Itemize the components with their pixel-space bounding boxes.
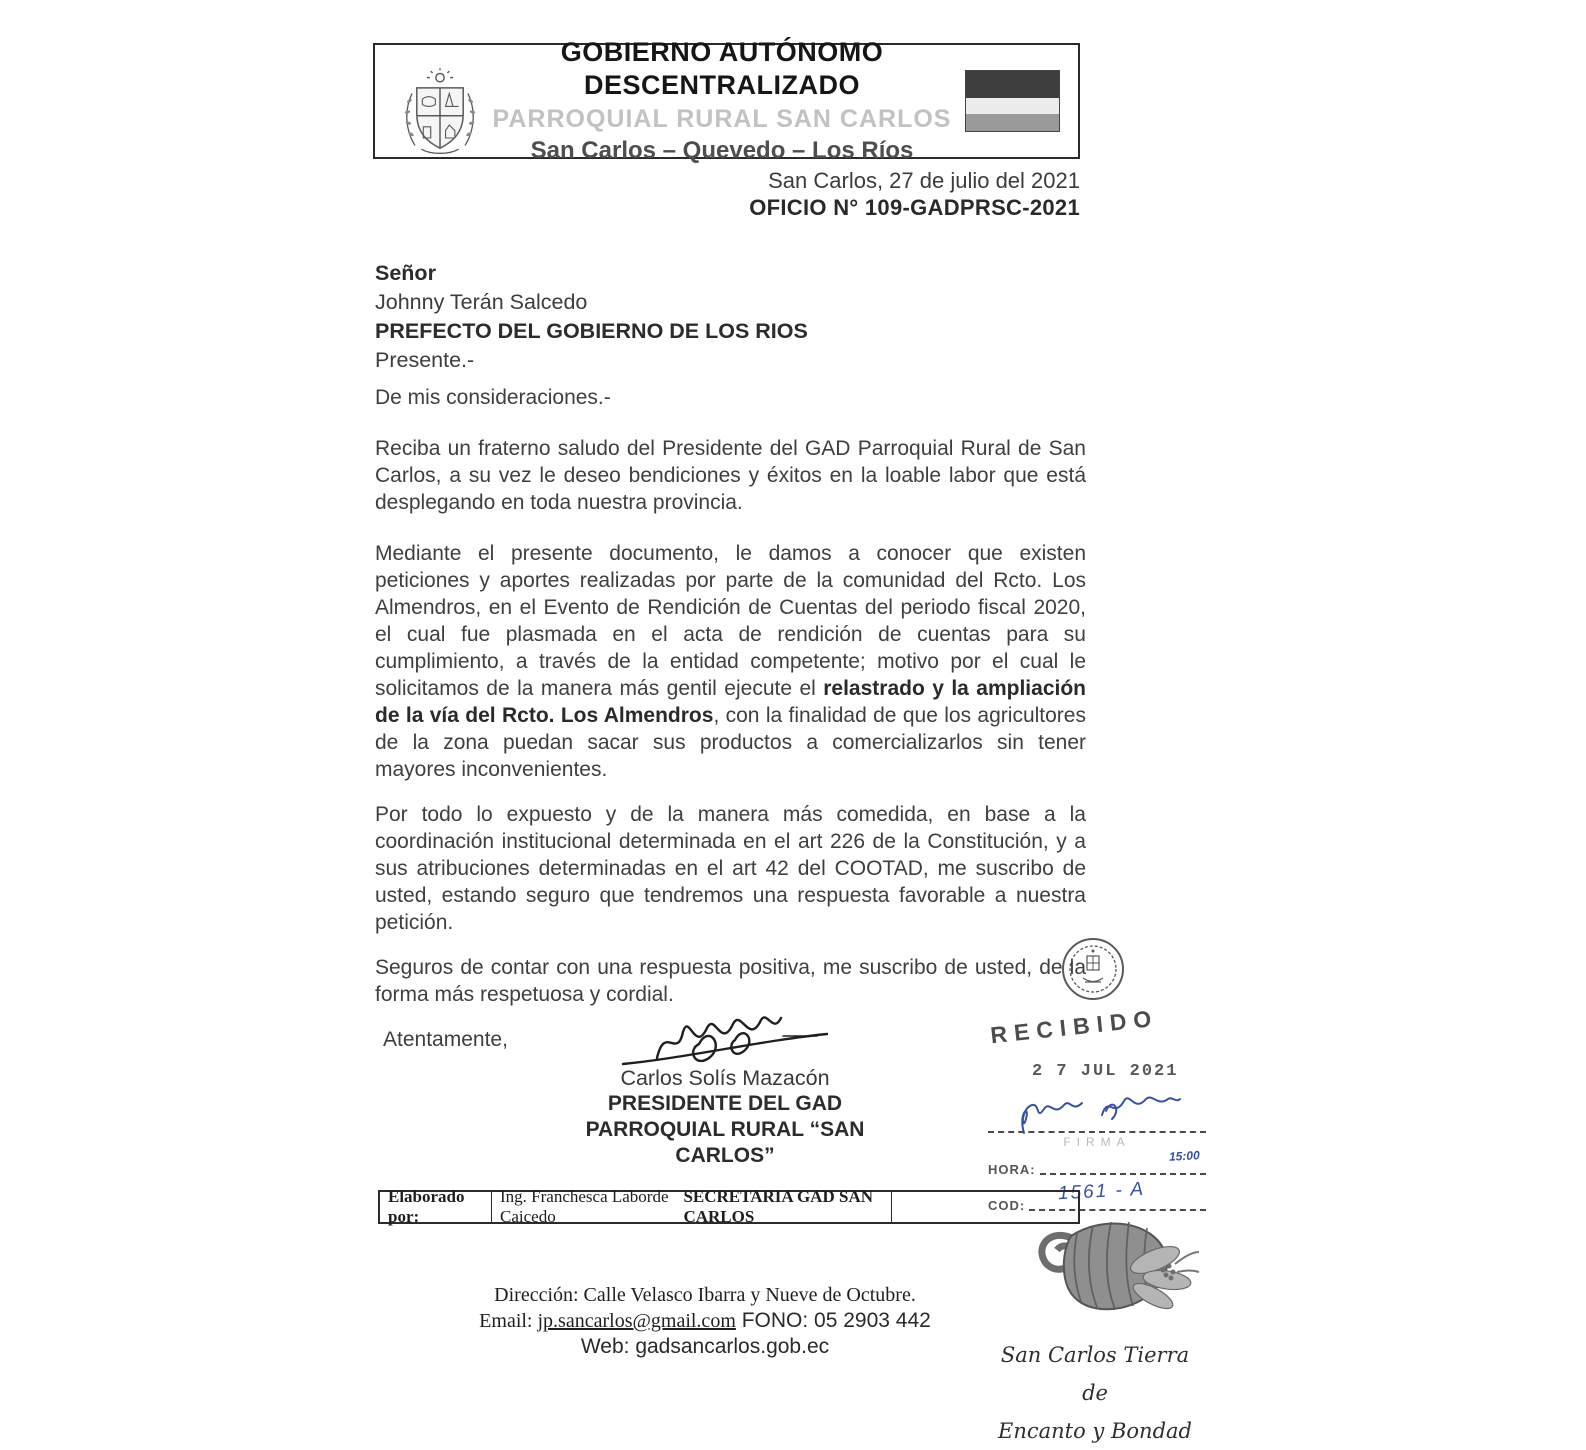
email-label: Email: [479, 1310, 538, 1332]
org-location-line: San Carlos – Quevedo – Los Ríos [530, 137, 914, 164]
firma-label: FIRMA [1063, 1135, 1131, 1149]
hora-dashed-line [1040, 1173, 1206, 1175]
stamp-date: 2 7 JUL 2021 [1032, 1062, 1179, 1081]
org-name-line1: GOBIERNO AUTÓNOMO DESCENTRALIZADO [560, 37, 884, 100]
footer-address: Dirección: Calle Velasco Ibarra y Nueve de Octubre. [494, 1284, 916, 1306]
parish-flag-icon [965, 70, 1060, 132]
cod-handwritten-value: 1561 - A [1057, 1178, 1146, 1205]
recipient-block [375, 259, 808, 375]
paragraph-2-bold-request: relastrado y la ampliación de la vía del Rcto. Los Almendros [375, 677, 1086, 727]
stamp-hora-row [988, 1148, 1206, 1177]
letter-date: San Carlos, 27 de julio del 2021 [768, 168, 1080, 193]
recipient-name: Johnny Terán Salcedo [375, 290, 588, 314]
cornucopia-logo-icon [1035, 1212, 1200, 1334]
paragraph-1: Reciba un fraterno saludo del Presidente del GAD Parroquial Rural de San Carlos, a su vez le deseo bendiciones y éxitos en la loable labor que está desplegando en toda nuestra provincia. [375, 437, 1086, 514]
paragraph-2-text: Mediante el presente documento, le damos a conocer que existen peticiones y aportes realizadas por parte de la comunidad del Rcto. Los Almendros, en el Evento de Rendición de Cuentas del periodo fiscal 2020, el cual fue plasmada en el acta de rendición de cuentas para su cumplimiento, a través de la entidad competente; motivo por el cual le solicitamos de la manera más gentil ejecute el [375, 542, 1086, 700]
org-name-line2: PARROQUIAL RURAL SAN CARLOS [492, 105, 952, 133]
email-address: jp.sancarlos@gmail.com [537, 1310, 736, 1332]
footer-email-line [420, 1308, 990, 1334]
motto-line2: Encanto y Bondad [998, 1419, 1192, 1443]
footer-web: Web: gadsancarlos.gob.ec [580, 1335, 830, 1358]
signature-block [545, 1006, 905, 1169]
paragraph-3: Por todo lo expuesto y de la manera más comedida, en base a la coordinación institucional determinada en el art 226 de la Constitución, y a sus atribuciones determinadas en el art 42 del COOTAD, me suscribo de usted, estando seguro que tendremos una respuesta favorable a nuestra petición. [375, 803, 1086, 934]
paragraph-2 [375, 540, 1086, 783]
recibido-label: RECIBIDO [989, 1004, 1160, 1049]
parish-coat-of-arms-icon [401, 68, 479, 156]
letterhead-text [479, 36, 965, 166]
closing-line: Atentamente, [383, 1028, 508, 1051]
letterhead-box [373, 37, 1080, 164]
recipient-title: PREFECTO DEL GOBIERNO DE LOS RIOS [375, 319, 808, 343]
parish-motto [985, 1336, 1205, 1450]
elaborado-table [378, 1187, 1080, 1226]
letter-body [375, 384, 1086, 1053]
elaborado-label-cell: Elaborado por: [380, 1192, 492, 1222]
paragraph-4: Seguros de contar con una respuesta positiva, me suscribo de usted, de la forma más respetuosa y cordial. [375, 956, 1086, 1006]
elaborado-role: SECRETARIA GAD SAN CARLOS [683, 1187, 873, 1226]
hora-handwritten-value: 15:00 [1168, 1148, 1201, 1164]
date-block [375, 167, 1080, 221]
firma-dashed-line [988, 1131, 1206, 1133]
greeting-line: De mis consideraciones.- [375, 386, 611, 409]
stamp-firma-zone [988, 1115, 1206, 1149]
cod-label: COD: [988, 1198, 1026, 1213]
stamp-handwritten-signature-icon [1010, 1087, 1182, 1137]
signer-title-line1: PRESIDENTE DEL GAD [607, 1092, 843, 1115]
oficio-number: OFICIO N° 109-GADPRSC-2021 [749, 195, 1080, 220]
signer-name: Carlos Solís Mazacón [620, 1066, 830, 1090]
recipient-presente: Presente.- [375, 348, 475, 372]
round-seal-icon [1060, 936, 1126, 1002]
footer-contact [420, 1282, 990, 1360]
handwritten-signature-icon [615, 1006, 835, 1068]
motto-line1: San Carlos Tierra de [1000, 1343, 1190, 1405]
elaborado-author: Ing. Franchesca Laborde Caicedo [500, 1187, 669, 1226]
elaborado-value-cell [492, 1187, 892, 1226]
paragraph-2-text-end: , con la finalidad de que los agricultores de la zona puedan sacar sus productos a comercializarlos sin tener mayores inconvenientes. [375, 704, 1086, 781]
signer-title-line2: PARROQUIAL RURAL “SAN CARLOS” [585, 1118, 865, 1167]
recipient-salutation: Señor [375, 261, 436, 285]
hora-label: HORA: [988, 1162, 1036, 1177]
received-stamp [988, 936, 1206, 1213]
footer-phone: FONO: 05 2903 442 [735, 1309, 931, 1332]
